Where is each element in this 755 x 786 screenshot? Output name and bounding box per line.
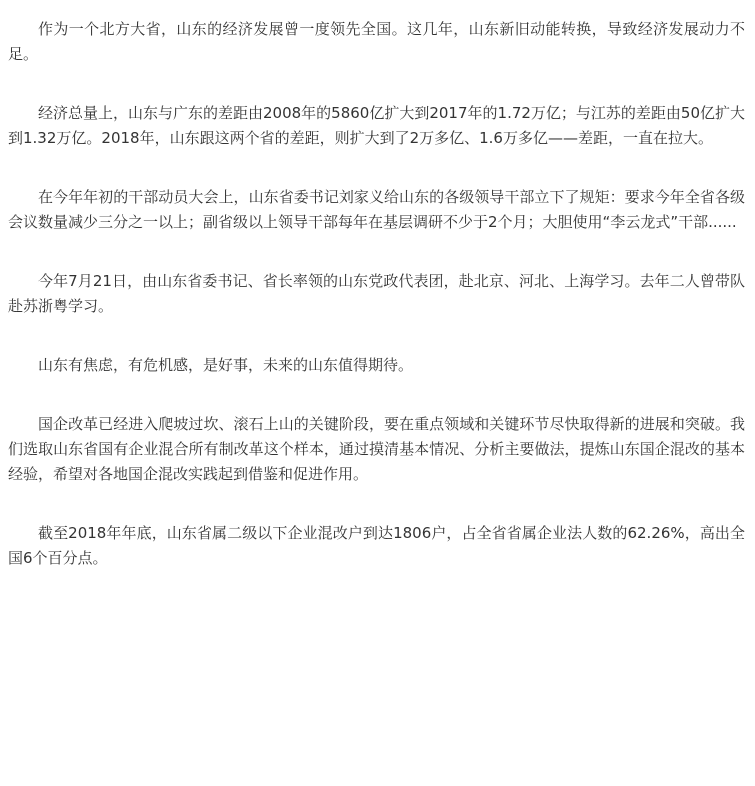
paragraph-1: 作为一个北方大省，山东的经济发展曾一度领先全国。这几年，山东新旧动能转换，导致经济发展动力不足。 — [8, 20, 745, 63]
paragraph-2: 经济总量上，山东与广东的差距由2008年的5860亿扩大到2017年的1.72万亿；与江苏的差距由50亿扩大到1.32万亿。2018年，山东跟这两个省的差距，则扩大到了2万多亿、1.6万多亿——差距，一直在拉大。 — [8, 104, 746, 147]
paragraph-6: 国企改革已经进入爬坡过坎、滚石上山的关键阶段，要在重点领域和关键环节尽快取得新的进展和突破。我们选取山东省国有企业混合所有制改革这个样本，通过摸清基本情况、分析主要做法，提炼山东国企混改的基本经验，希望对各地国企混改实践起到借鉴和促进作用。 — [8, 415, 745, 483]
paragraph-7: 截至2018年年底，山东省属二级以下企业混改户到达1806户，占全省省属企业法人数的62.26%，高出全国6个百分点。 — [8, 524, 745, 567]
paragraph-4: 今年7月21日，由山东省委书记、省长率领的山东党政代表团，赴北京、河北、上海学习。去年二人曾带队赴苏浙粤学习。 — [8, 272, 745, 315]
paragraph-5: 山东有焦虑，有危机感，是好事，未来的山东值得期待。 — [38, 356, 414, 374]
paragraph-3: 在今年年初的干部动员大会上，山东省委书记刘家义给山东的各级领导干部立下了规矩：要求今年全省各级会议数量减少三分之一以上；副省级以上领导干部每年在基层调研不少于2个月；大胆使用“李云龙式”干部...... — [8, 188, 745, 231]
